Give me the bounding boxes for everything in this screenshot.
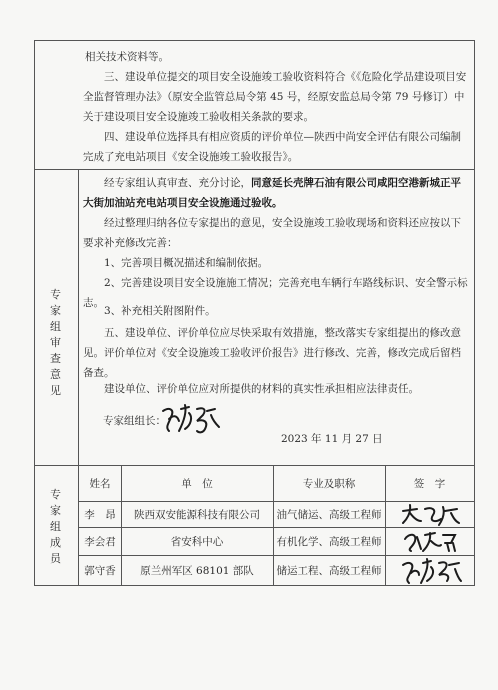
header-name: 姓名	[89, 478, 111, 490]
leader-label: 专家组组长：	[103, 415, 166, 427]
review-table	[34, 40, 475, 586]
grid-line	[79, 555, 474, 556]
tech-materials-line: 相关技术资料等。	[85, 51, 169, 63]
grid-line	[79, 501, 474, 502]
member-unit: 陕西双安能源科技有限公司	[134, 509, 260, 521]
member-title: 油气储运、高级工程师	[276, 509, 382, 521]
section-divider	[35, 169, 474, 170]
header-signature: 签 字	[413, 478, 446, 490]
members-side-column	[35, 465, 79, 585]
requirement-1: 1、完善项目概况描述和编制依据。	[104, 257, 269, 269]
opinion-summary: 经过整理归纳各位专家提出的意见，安全设施竣工验收现场和资料还应按以下要求补充修改完善：	[83, 217, 461, 249]
requirement-2: 2、完善建设项目安全设施施工情况；完善充电车辆行车路线标识、安全警示标志。	[83, 277, 468, 309]
opinion-side-column	[35, 169, 79, 505]
member-name: 郭守香	[84, 565, 116, 577]
grid-line	[79, 527, 474, 528]
member-unit: 省安科中心	[170, 536, 224, 548]
clause-five: 五、建设单位、评价单位应尽快采取有效措施，整改落实专家组提出的修改意见。评价单位对《安全设施竣工验收评价报告》进行修改、完善，修改完成后留档备查。	[83, 327, 461, 379]
member-signature-2	[401, 529, 459, 555]
member-title: 有机化学、高级工程师	[276, 536, 382, 548]
header-title: 专业及职称	[302, 478, 356, 490]
member-name: 李 昂	[84, 509, 116, 521]
leader-signature	[159, 401, 221, 437]
opinion-intro-text: 经专家组认真审查、充分讨论，	[104, 177, 251, 189]
signing-date: 2023 年 11 月 27 日	[281, 433, 383, 445]
header-unit: 单 位	[181, 478, 213, 490]
opinion-intro	[83, 173, 469, 213]
opinion-side-label: 专家组审查意见	[50, 288, 62, 397]
member-unit: 原兰州军区 68101 部队	[140, 565, 254, 577]
legal-responsibility: 建设单位、评价单位应对所提供的材料的真实性承担相应法律责任。	[104, 383, 419, 395]
opinion-conclusion: 同意延长壳牌石油有限公司咸阳空港新城正平大街加油站充电站项目安全设施通过验收。	[83, 177, 461, 209]
requirement-3: 3、补充相关附图附件。	[104, 305, 216, 317]
member-title: 储运工程、高级工程师	[276, 565, 382, 577]
members-side-label: 专家组成员	[50, 488, 62, 565]
member-signature-3	[399, 557, 463, 585]
member-name: 李会君	[84, 536, 116, 548]
clause-three: 三、建设单位提交的项目安全设施竣工验收资料符合《《危险化学品建设项目安全监督管理办法》（原安全监管总局令第 45 号，经原安监总局令第 79 号修订）中关于建设项目安全设施竣工验收相关条款的要求。	[83, 71, 467, 123]
members-divider	[35, 465, 474, 466]
clause-four: 四、建设单位选择具有相应资质的评价单位—陕西中尚安全评估有限公司编制完成了充电站项目《安全设施竣工验收报告》。	[83, 131, 461, 163]
member-signature-1	[399, 503, 461, 527]
